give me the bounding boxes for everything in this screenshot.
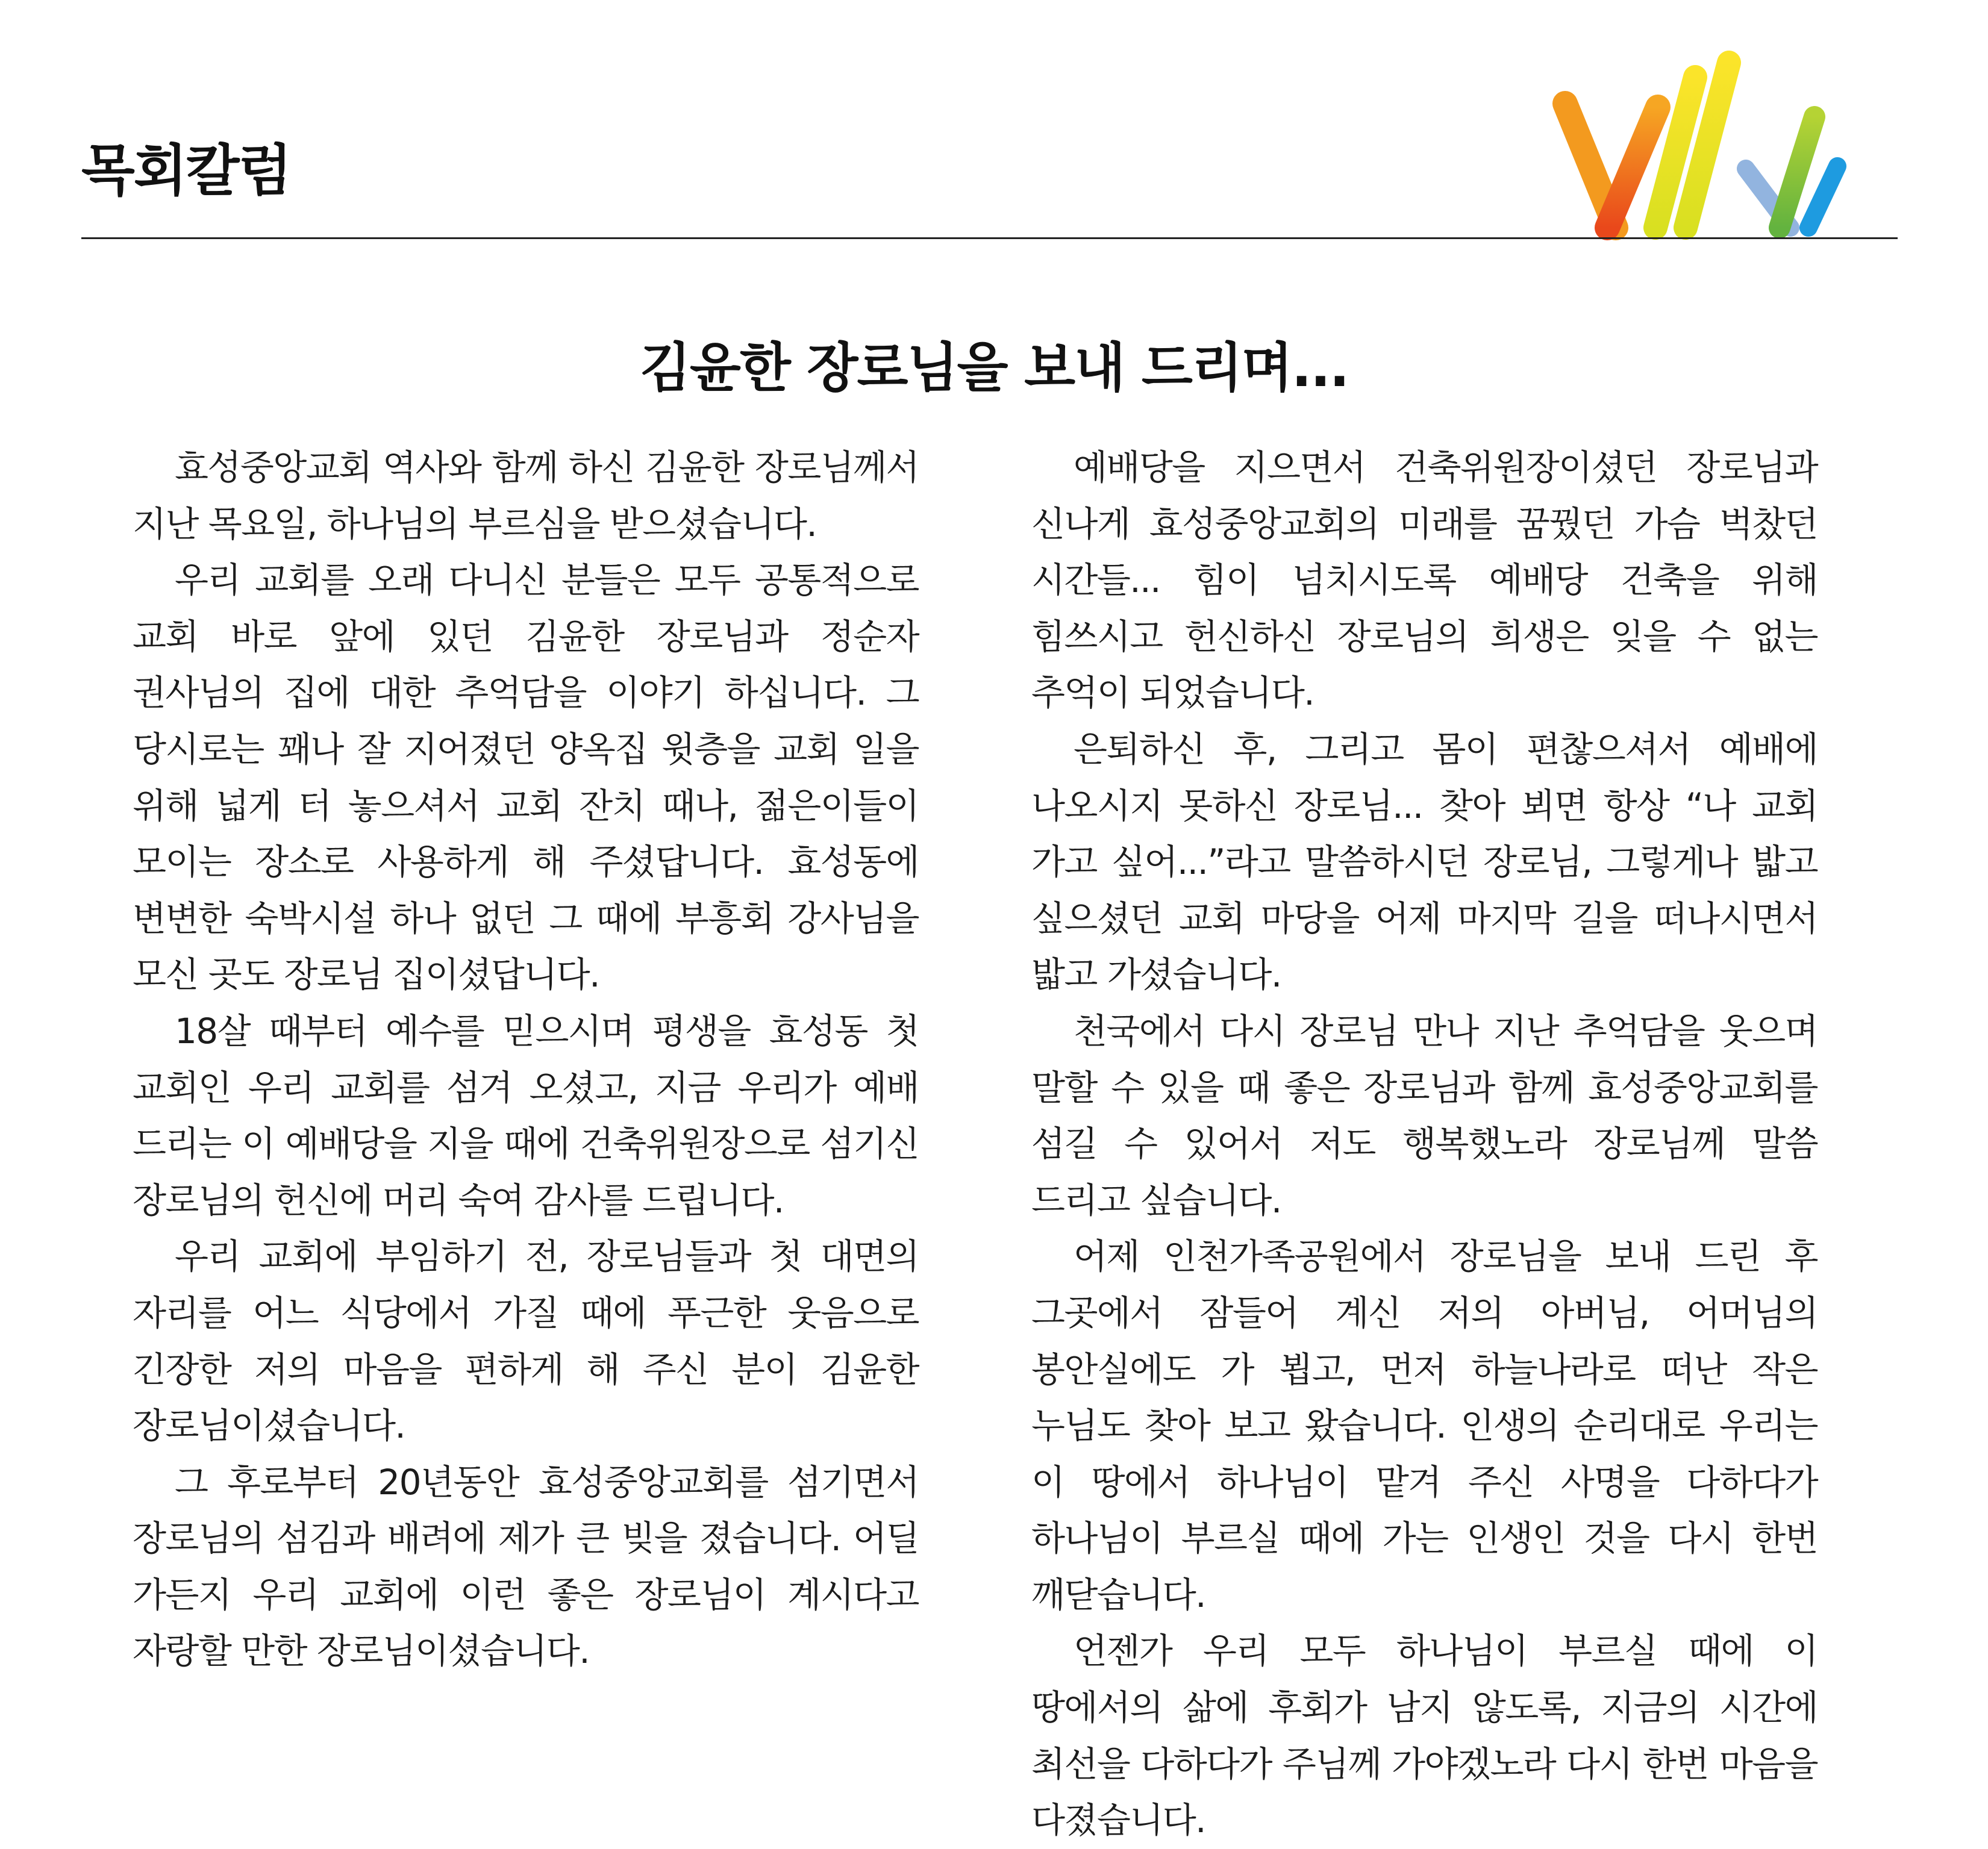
- article-paragraph: 천국에서 다시 장로님 만나 지난 추억담을 웃으며 말할 수 있을 때 좋은 장로님과 함께 효성중앙교회를 섬길 수 있어서 저도 행복했노라 장로님께 말씀 드리고 싶습니다.: [1031, 1010, 1818, 1221]
- article-paragraph: 효성중앙교회 역사와 함께 하신 김윤한 장로님께서 지난 목요일, 하나님의 부르심을 받으셨습니다.: [133, 447, 919, 544]
- colorful-stripes-logo-icon: [1548, 42, 1886, 241]
- article-paragraph: 그 후로부터 20년동안 효성중앙교회를 섬기면서 장로님의 섬김과 배려에 제가 큰 빚을 졌습니다. 어딜 가든지 우리 교회에 이런 좋은 장로님이 계시다고 자랑할 만한 장로님이셨습니다.: [133, 1461, 919, 1672]
- article-column-right: [1031, 440, 1818, 1849]
- section-title: 목회칼럼: [81, 139, 291, 203]
- article-title: 김윤한 장로님을 보내 드리며...: [639, 336, 1349, 399]
- article-column-left: [133, 440, 919, 1680]
- header-divider: [81, 237, 1898, 239]
- article-paragraph: 언젠가 우리 모두 하나님이 부르실 때에 이 땅에서의 삶에 후회가 남지 않도록, 지금의 시간에 최선을 다하다가 주님께 가야겠노라 다시 한번 마음을 다졌습니다.: [1031, 1630, 1818, 1841]
- article-paragraph: 우리 교회에 부임하기 전, 장로님들과 첫 대면의 자리를 어느 식당에서 가질 때에 푸근한 웃음으로 긴장한 저의 마음을 편하게 해 주신 분이 김윤한 장로님이셨습니다.: [133, 1236, 919, 1447]
- article-paragraph: 어제 인천가족공원에서 장로님을 보내 드린 후 그곳에서 잠들어 계신 저의 아버님, 어머님의 봉안실에도 가 뵙고, 먼저 하늘나라로 떠난 작은 누님도 찾아 보고 왔습니다. 인생의 순리대로 우리는 이 땅에서 하나님이 맡겨 주신 사명을 다하다가 하나님이 부르실 때에 가는 인생인 것을 다시 한번 깨닫습니다.: [1031, 1236, 1818, 1615]
- logo-stripe: [1808, 166, 1837, 228]
- article-paragraph: 18살 때부터 예수를 믿으시며 평생을 효성동 첫 교회인 우리 교회를 섬겨 오셨고, 지금 우리가 예배 드리는 이 예배당을 지을 때에 건축위원장으로 섬기신 장로님의 헌신에 머리 숙여 감사를 드립니다.: [133, 1010, 919, 1221]
- article-paragraph: 우리 교회를 오래 다니신 분들은 모두 공통적으로 교회 바로 앞에 있던 김윤한 장로님과 정순자 권사님의 집에 대한 추억담을 이야기 하십니다. 그 당시로는 꽤나 잘 지어졌던 양옥집 윗층을 교회 일을 위해 넓게 터 놓으셔서 교회 잔치 때나, 젊은이들이 모이는 장소로 사용하게 해 주셨답니다. 효성동에 변변한 숙박시설 하나 없던 그 때에 부흥회 강사님을 모신 곳도 장로님 집이셨답니다.: [133, 560, 919, 996]
- article-paragraph: 예배당을 지으면서 건축위원장이셨던 장로님과 신나게 효성중앙교회의 미래를 꿈꿨던 가슴 벅찼던 시간들... 힘이 넘치시도록 예배당 건축을 위해 힘쓰시고 헌신하신 장로님의 희생은 잊을 수 없는 추억이 되었습니다.: [1031, 447, 1818, 714]
- article-paragraph: 은퇴하신 후, 그리고 몸이 편찮으셔서 예배에 나오시지 못하신 장로님... 찾아 뵈면 항상 “나 교회 가고 싶어...”라고 말씀하시던 장로님, 그렇게나 밟고 싶으셨던 교회 마당을 어제 마지막 길을 떠나시면서 밟고 가셨습니다.: [1031, 728, 1818, 996]
